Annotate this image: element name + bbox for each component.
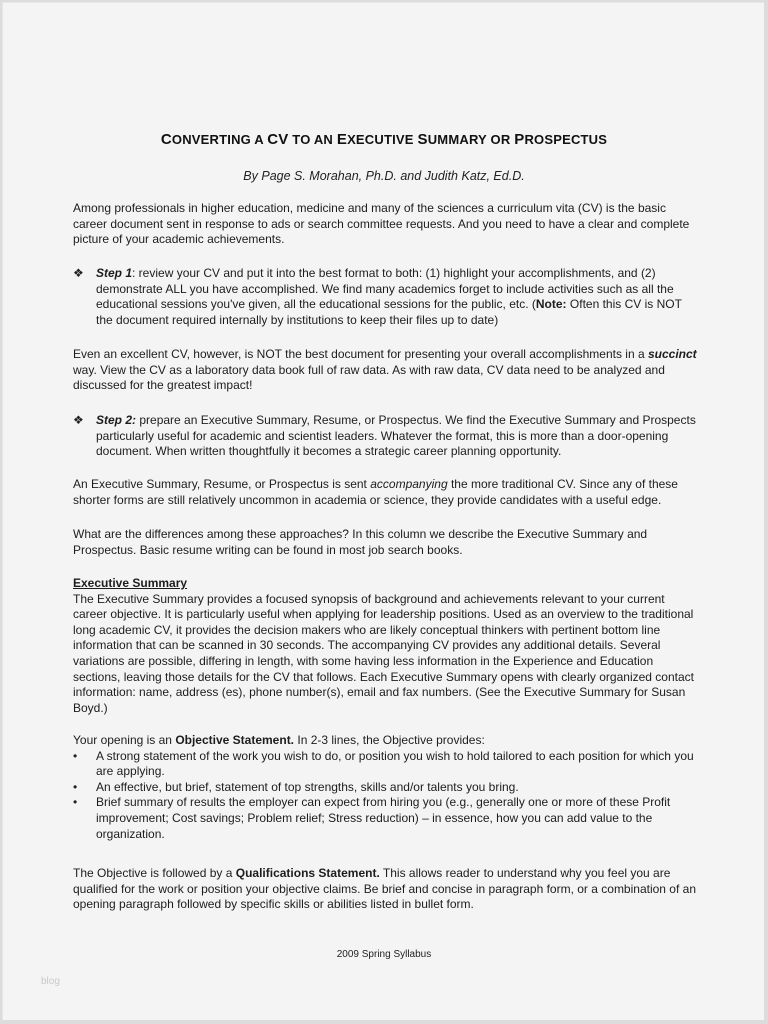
title-part: ONVERTING A (171, 132, 268, 147)
diamond-bullet-icon: ❖ (73, 266, 84, 280)
paragraph-text: This allows reader to understand why you feel you are qualified for the work or position your objective claims. Be brief and concise in paragraph form, or a combination of an opening paragraph followed by specific skills or abilities listed in bullet form. (73, 866, 696, 912)
title-part: CV (267, 131, 289, 148)
step-1-item (73, 266, 699, 328)
watermark: blog (41, 976, 60, 987)
step-2-item (73, 413, 699, 460)
differences-paragraph: What are the differences among these approaches? In this column we describe the Executive Summary and Prospectus. Basic resume writing can be found in most job search books. (73, 527, 648, 557)
paragraph-text: the more traditional CV. Since any of these shorter forms are still relatively uncommon in academia or science, they provide candidates with a useful edge. (73, 477, 678, 507)
bullet-dot-icon: • (73, 748, 78, 763)
executive-summary-text: The Executive Summary provides a focused synopsis of background and achievements relevant to your current career objective. It is particularly useful when applying for leadership positions. Used as an overview to the traditional long academic CV, it provides the decision makers who are likely conceptual thinkers with pertinent bottom line information that can be scanned in 30 seconds. The accompanying CV provides any additional details. Several variations are possible, differing in length, with some having less information in the Experience and Education sections, leaving those details for the CV that follows. Each Executive Summary opens with clearly organized contact information: name, address (es), phone number(s), email and fax numbers. (See the Executive Summary for Susan Boyd.) (73, 591, 694, 715)
accompanying-emphasis: accompanying (370, 477, 448, 491)
title-part: XECUTIVE (347, 132, 418, 147)
paragraph-text: An Executive Summary, Resume, or Prospectus is sent (73, 477, 371, 491)
paragraph-text: way. View the CV as a laboratory data book full of raw data. As with raw data, CV data need to be analyzed and discussed for the greatest impact! (73, 362, 665, 393)
paragraph-text: The Objective is followed by a (73, 866, 236, 880)
byline: By Page S. Morahan, Ph.D. and Judith Katz, Ed.D. (243, 169, 525, 183)
title-part: S (417, 131, 428, 148)
paragraph-text: Even an excellent CV, however, is NOT the best document for presenting your overall accomplishments in a (73, 347, 648, 361)
objective-list-item (73, 780, 699, 796)
title-part: E (336, 131, 348, 148)
objective-section (73, 733, 699, 842)
executive-summary-section (73, 576, 699, 716)
objective-item-text: Brief summary of results the employer can expect from hiring you (e.g., generally one or more of these Profit improvement; Cost savings; Problem relief; Stress reduction) – in essence, how you can add value to the organization. (96, 795, 671, 841)
step-2-text: prepare an Executive Summary, Resume, or Prospectus. We find the Executive Summary and Prospects particularly useful for academic and scientist leaders. Whatever the format, this is more than a door-opening document. When written thoughtfully it becomes a strategic career planning opportunity. (96, 413, 696, 459)
note-label: Note: (535, 297, 567, 312)
intro-paragraph: Among professionals in higher education, medicine and many of the sciences a curriculum vita (CV) is the basic career document sent in response to ads or search committee requests. And you need to have a clear and complete picture of your academic achievements. (73, 201, 690, 247)
title-part: ROSPECTUS (524, 132, 608, 147)
step-2-label: Step 2: (96, 413, 137, 427)
step-1-text: : review your CV and put it into the best format to both: (1) highlight your accomplishments, and (2) demonstrate ALL you have accomplished. We find many academics forget to include activities such as all the educational sessions you've given, all the educational sessions for the public, etc. ( (96, 266, 674, 312)
step-1-label: Step 1 (96, 266, 133, 280)
qualifications-paragraph (73, 866, 699, 913)
title-part: P (514, 131, 525, 148)
objective-intro-end: In 2-3 lines, the Objective provides: (294, 733, 485, 747)
bullet-dot-icon: • (73, 795, 78, 810)
title-part: C (160, 131, 172, 148)
title-part: UMMARY OR (427, 132, 515, 147)
objective-item-text: A strong statement of the work you wish to do, or position you wish to hold tailored to each position for which you are applying. (96, 748, 694, 779)
executive-summary-heading: Executive Summary (73, 576, 188, 590)
document-title (3, 131, 765, 148)
objective-item-text: An effective, but brief, statement of top strengths, skills and/or talents you bring. (96, 779, 519, 794)
document-page (2, 2, 764, 1020)
page-footer: 2009 Spring Syllabus (336, 949, 432, 960)
objective-list-item (73, 749, 699, 780)
diamond-bullet-icon: ❖ (73, 413, 84, 427)
excellent-cv-paragraph (73, 347, 699, 394)
bullet-dot-icon: • (73, 779, 78, 794)
objective-statement-bold: Objective Statement. (175, 733, 295, 747)
objective-list-item (73, 795, 699, 842)
qualifications-statement-bold: Qualifications Statement. (235, 866, 380, 880)
objective-intro: Your opening is an (73, 733, 176, 747)
succinct-emphasis: succinct (647, 347, 697, 361)
title-part: TO AN (288, 132, 337, 147)
step-1-note-text: Often this CV is NOT the document required internally by institutions to keep their files up to date) (96, 297, 682, 327)
accompanying-paragraph (73, 477, 699, 508)
